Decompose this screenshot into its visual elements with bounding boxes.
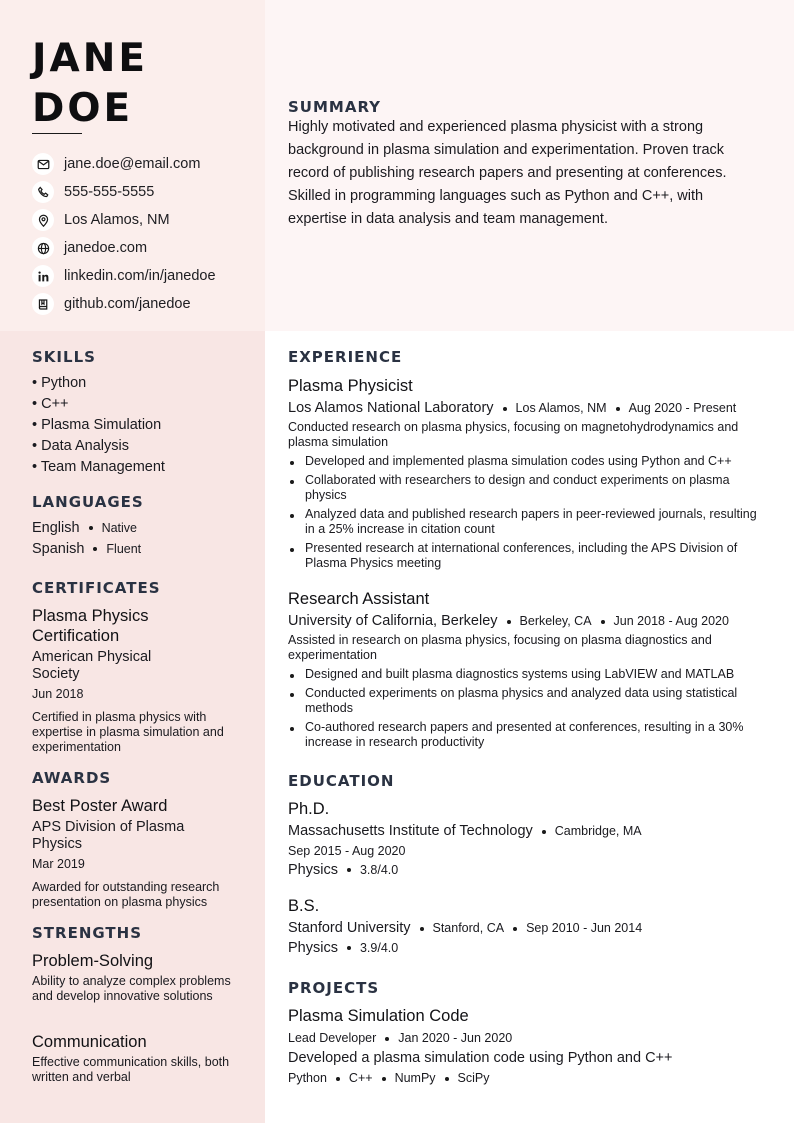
- separator-dot: [420, 927, 424, 931]
- award-date: Mar 2019: [32, 857, 85, 871]
- languages-heading: LANGUAGES: [32, 493, 144, 511]
- skill-item: • C++: [32, 396, 69, 412]
- skills-heading: SKILLS: [32, 348, 96, 366]
- job-bullet: Co-authored research papers and presented at conferences, resulting in a 30% increase in research productivity: [288, 720, 764, 750]
- strength-title: Communication: [32, 1033, 147, 1051]
- separator-dot: [503, 407, 507, 411]
- location-pin-icon: [32, 209, 54, 231]
- contact-email-text[interactable]: jane.doe@email.com: [64, 156, 201, 172]
- education-field-row: [288, 938, 764, 958]
- education-entry: [288, 896, 764, 958]
- candidate-name: [32, 34, 148, 134]
- award-description-block: [32, 877, 237, 910]
- job-bullets: [288, 454, 764, 571]
- award-description: Awarded for outstanding research presentation on plasma physics: [32, 880, 220, 909]
- separator-dot: [347, 868, 351, 872]
- language-item: [32, 518, 247, 539]
- globe-icon: [32, 237, 54, 259]
- school-location: Stanford, CA: [432, 921, 505, 935]
- separator-dot: [542, 830, 546, 834]
- separator-dot: [445, 1077, 449, 1081]
- strength-title: Problem-Solving: [32, 952, 154, 970]
- award-issuer: APS Division of Plasma Physics: [32, 819, 185, 852]
- contact-list: [32, 150, 262, 318]
- job-bullet: Collaborated with researchers to design and conduct experiments on plasma physics: [288, 473, 764, 503]
- education-dates: Sep 2010 - Jun 2014: [526, 921, 643, 935]
- experience-entry: [288, 589, 764, 754]
- job-description: Assisted in research on plasma physics, focusing on plasma diagnostics and experimentation: [288, 633, 712, 662]
- job-title: Research Assistant: [288, 590, 430, 608]
- strength-entry: [32, 1032, 237, 1085]
- job-location: Berkeley, CA: [519, 614, 592, 628]
- job-bullet: Developed and implemented plasma simulation codes using Python and C++: [288, 454, 764, 469]
- separator-dot: [385, 1037, 389, 1041]
- education-entry: [288, 799, 764, 880]
- summary-heading: SUMMARY: [288, 98, 382, 116]
- last-name: DOE: [32, 86, 134, 131]
- job-bullets: [288, 667, 764, 750]
- language-level: Native: [101, 521, 137, 535]
- contact-email: [32, 150, 262, 178]
- education-dates: Sep 2015 - Aug 2020: [288, 844, 406, 858]
- language-level: Fluent: [106, 542, 142, 556]
- certificate-entry: [32, 606, 202, 702]
- job-company: University of California, Berkeley: [288, 613, 498, 629]
- separator-dot: [93, 547, 97, 551]
- contact-linkedin-text[interactable]: linkedin.com/in/janedoe: [64, 268, 216, 284]
- skill-item: • Python: [32, 375, 87, 391]
- project-tag: NumPy: [394, 1071, 436, 1085]
- school-location: Cambridge, MA: [554, 824, 642, 838]
- school-name: Stanford University: [288, 920, 411, 936]
- experience-heading: EXPERIENCE: [288, 348, 403, 366]
- first-name: JANE: [32, 36, 148, 81]
- education-meta: [288, 919, 764, 937]
- gpa: 3.8/4.0: [359, 863, 399, 877]
- separator-dot: [89, 526, 93, 530]
- contact-github: [32, 290, 262, 318]
- education-heading: EDUCATION: [288, 772, 395, 790]
- github-icon: [32, 293, 54, 315]
- job-dates: Jun 2018 - Aug 2020: [613, 614, 729, 628]
- education-meta: [288, 822, 764, 840]
- degree: Ph.D.: [288, 800, 330, 818]
- certificate-title: Plasma Physics Certification: [32, 607, 149, 645]
- summary-text: Highly motivated and experienced plasma physicist with a strong background in plasma simulation and experimentation. Proven track record of publishing research papers and presenting at conferences. Skilled in programming languages such as Python and C++, with expertise in data analysis and team management.: [288, 119, 727, 227]
- experience-entry: [288, 376, 764, 575]
- project-tag: SciPy: [457, 1071, 490, 1085]
- project-tag: Python: [288, 1071, 327, 1085]
- strength-entry: [32, 951, 237, 1004]
- linkedin-icon: [32, 265, 54, 287]
- project-role: Lead Developer: [288, 1031, 377, 1045]
- award-entry: [32, 796, 222, 872]
- job-meta: [288, 399, 764, 417]
- degree: B.S.: [288, 897, 320, 915]
- mail-icon: [32, 153, 54, 175]
- job-bullet: Conducted experiments on plasma physics and analyzed data using statistical methods: [288, 686, 764, 716]
- job-company: Los Alamos National Laboratory: [288, 400, 494, 416]
- field-of-study: Physics: [288, 940, 338, 956]
- separator-dot: [336, 1077, 340, 1081]
- certificate-date: Jun 2018: [32, 687, 84, 701]
- contact-location: [32, 206, 262, 234]
- name-underline: [32, 133, 82, 134]
- skill-item: • Data Analysis: [32, 438, 129, 454]
- education-field-row: [288, 860, 764, 880]
- certificate-description-block: [32, 707, 237, 755]
- skill-item: • Plasma Simulation: [32, 417, 162, 433]
- contact-website-text[interactable]: janedoe.com: [64, 240, 148, 256]
- certificate-description: Certified in plasma physics with expertise in plasma simulation and experimentation: [32, 710, 224, 754]
- school-name: Massachusetts Institute of Technology: [288, 823, 533, 839]
- project-description: Developed a plasma simulation code using Python and C++: [288, 1050, 673, 1066]
- job-description: Conducted research on plasma physics, focusing on magnetohydrodynamics and plasma simulation: [288, 420, 739, 449]
- field-of-study: Physics: [288, 862, 338, 878]
- separator-dot: [601, 620, 605, 624]
- strengths-heading: STRENGTHS: [32, 924, 143, 942]
- project-tag: C++: [348, 1071, 373, 1085]
- project-tags: [288, 1069, 764, 1087]
- separator-dot: [347, 946, 351, 950]
- contact-location-text: Los Alamos, NM: [64, 212, 170, 228]
- languages-list: [32, 518, 247, 560]
- separator-dot: [507, 620, 511, 624]
- project-meta: [288, 1029, 764, 1047]
- contact-phone: [32, 178, 262, 206]
- strength-description: Effective communication skills, both written and verbal: [32, 1055, 230, 1084]
- contact-website: [32, 234, 262, 262]
- project-dates: Jan 2020 - Jun 2020: [398, 1031, 513, 1045]
- skill-item: • Team Management: [32, 459, 165, 475]
- job-meta: [288, 612, 764, 630]
- projects-heading: PROJECTS: [288, 979, 380, 997]
- job-dates: Aug 2020 - Present: [628, 401, 737, 415]
- phone-icon: [32, 181, 54, 203]
- award-title: Best Poster Award: [32, 797, 168, 815]
- skills-list: [32, 373, 247, 478]
- job-bullet: Analyzed data and published research papers in peer-reviewed journals, resulting in a 25% increase in citation count: [288, 507, 764, 537]
- language-name: Spanish: [32, 541, 85, 557]
- job-location: Los Alamos, NM: [515, 401, 607, 415]
- gpa: 3.9/4.0: [359, 941, 399, 955]
- job-title: Plasma Physicist: [288, 377, 413, 395]
- separator-dot: [616, 407, 620, 411]
- awards-heading: AWARDS: [32, 769, 112, 787]
- strength-description: Ability to analyze complex problems and develop innovative solutions: [32, 974, 231, 1003]
- language-item: [32, 539, 247, 560]
- project-title: Plasma Simulation Code: [288, 1007, 469, 1025]
- language-name: English: [32, 520, 80, 536]
- contact-phone-text[interactable]: 555-555-5555: [64, 184, 155, 200]
- separator-dot: [382, 1077, 386, 1081]
- contact-github-text[interactable]: github.com/janedoe: [64, 296, 191, 312]
- project-entry: [288, 1006, 764, 1087]
- job-bullet: Designed and built plasma diagnostics systems using LabVIEW and MATLAB: [288, 667, 764, 682]
- separator-dot: [513, 927, 517, 931]
- certificates-heading: CERTIFICATES: [32, 579, 161, 597]
- certificate-issuer: American Physical Society: [32, 649, 152, 682]
- contact-linkedin: [32, 262, 262, 290]
- job-bullet: Presented research at international conferences, including the APS Division of Plasma Physics meeting: [288, 541, 764, 571]
